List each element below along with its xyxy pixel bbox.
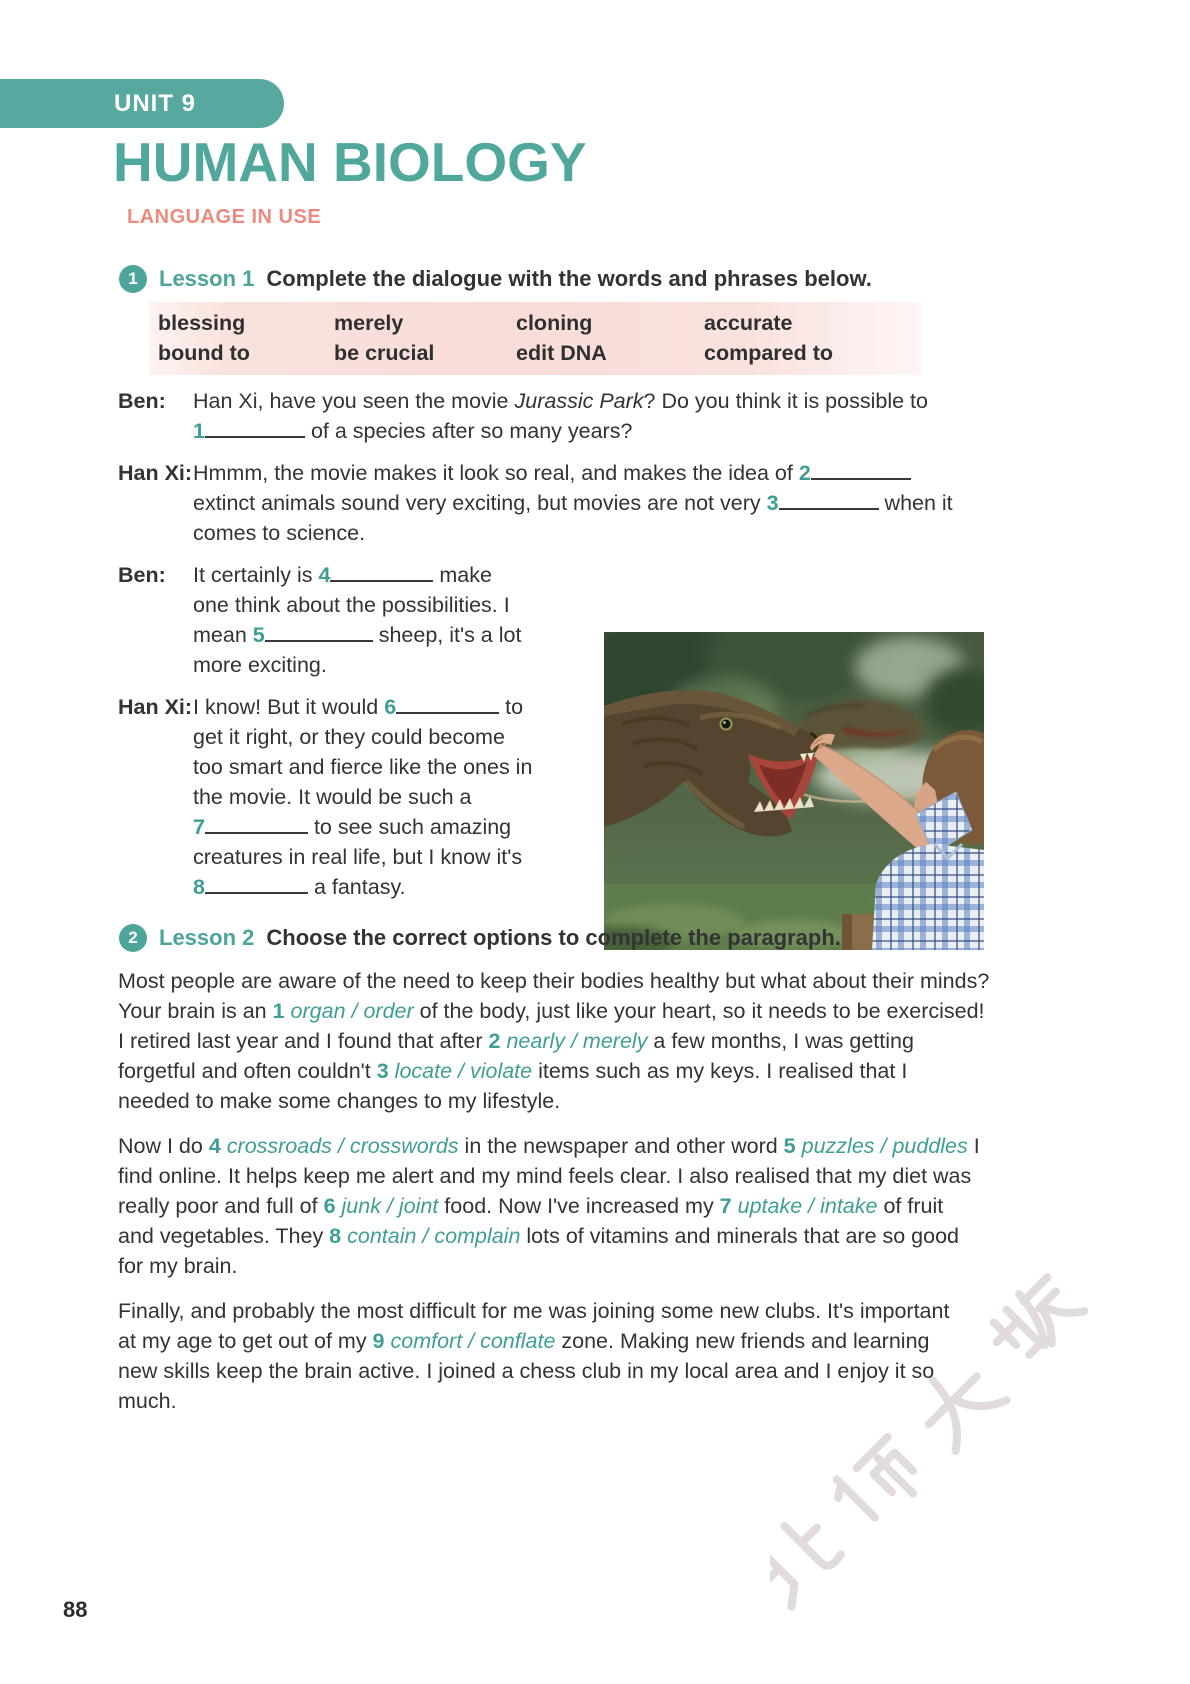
item-number: 8 [193, 875, 205, 899]
word-bank-item: be crucial [334, 341, 435, 365]
text-segment: It certainly is [193, 563, 319, 587]
word-bank-item: blessing [158, 311, 246, 335]
paragraph-2 [118, 1131, 989, 1281]
text-segment: the movie. It would be such a [193, 785, 472, 809]
text-segment: zone. Making new friends and learning [555, 1329, 930, 1353]
text-line [193, 590, 953, 620]
word-bank-row-2 [158, 338, 921, 368]
item-number: 7 [193, 815, 205, 839]
text-segment: comes to science. [193, 521, 366, 545]
watermark-char-shi [828, 1433, 928, 1533]
text-segment: sheep, it's a lot [372, 623, 522, 647]
lesson2-paragraphs [118, 966, 989, 1431]
text-segment: items such as my keys. I realised that I [532, 1059, 908, 1083]
dialogue-turn-text [193, 386, 953, 446]
text-line [118, 1191, 989, 1221]
text-segment: forgetful and often couldn't [118, 1059, 377, 1083]
text-segment: to see such amazing [307, 815, 512, 839]
text-segment: creatures in real life, but I know it's [193, 845, 523, 869]
watermark-char-bei [770, 1511, 844, 1609]
lesson1-label: Lesson 1 [159, 266, 255, 291]
item-number: 7 [719, 1194, 732, 1218]
blank-line [205, 816, 308, 834]
text-segment: and vegetables. They [118, 1224, 330, 1248]
lesson1-header [119, 264, 872, 294]
text-line [118, 1326, 989, 1356]
text-line [193, 560, 953, 590]
option-pair: uptake / intake [737, 1194, 878, 1218]
text-segment: food. Now I've increased my [438, 1194, 720, 1218]
word-bank-item: accurate [704, 311, 793, 335]
text-segment: in the newspaper and other word [458, 1134, 784, 1158]
text-segment: Your brain is an [118, 999, 273, 1023]
speaker-label: Ben: [118, 389, 166, 413]
text-line [118, 1131, 989, 1161]
text-line [118, 1221, 989, 1251]
text-segment: for my brain. [118, 1254, 238, 1278]
item-number: 9 [372, 1329, 385, 1353]
text-segment: lots of vitamins and minerals that are so good [520, 1224, 960, 1248]
item-number: 4 [318, 563, 331, 587]
item-number: 1 [193, 419, 205, 443]
word-bank [149, 302, 921, 375]
text-line [118, 1386, 989, 1416]
text-line [193, 416, 953, 446]
paragraph-3 [118, 1296, 989, 1416]
text-segment: one think about the possibilities. I [193, 593, 510, 617]
item-number: 6 [384, 695, 397, 719]
text-segment: a fantasy. [307, 875, 406, 899]
text-segment: I [967, 1134, 980, 1158]
text-segment: ? Do you think it is possible to [643, 389, 928, 413]
text-segment: Most people are aware of the need to keep their bodies healthy but what about their minds? [118, 969, 990, 993]
lesson2-label: Lesson 2 [159, 925, 255, 950]
text-segment: needed to make some changes to my lifestyle. [118, 1089, 561, 1113]
item-number: 2 [798, 461, 811, 485]
text-line [118, 1086, 989, 1116]
option-pair: puzzles / puddles [801, 1134, 968, 1158]
text-segment: when it [878, 491, 953, 515]
word-bank-item: cloning [516, 311, 593, 335]
lesson2-instruction: Choose the correct options to complete the paragraph. [266, 925, 841, 950]
item-number: 3 [766, 491, 779, 515]
text-line [193, 458, 953, 488]
text-line [118, 1296, 989, 1326]
text-segment: more exciting. [193, 653, 327, 677]
text-line [118, 1251, 989, 1281]
lesson2-number-badge: 2 [119, 924, 147, 952]
text-segment: get it right, or they could become [193, 725, 505, 749]
text-segment: of the body, just like your heart, so it needs to be exercised! [413, 999, 985, 1023]
item-number: 5 [783, 1134, 796, 1158]
text-line [193, 488, 953, 518]
word-bank-row-1 [158, 308, 921, 338]
speaker-label: Han Xi: [118, 461, 193, 485]
text-segment: Now I do [118, 1134, 209, 1158]
option-pair: junk / joint [341, 1194, 439, 1218]
blank-line [205, 420, 305, 438]
text-segment: a few months, I was getting [647, 1029, 914, 1053]
photo-stump [842, 914, 876, 950]
dialogue-turn-text [193, 458, 953, 548]
text-segment: Finally, and probably the most difficult for me was joining some new clubs. It's important [118, 1299, 950, 1323]
text-segment: at my age to get out of my [118, 1329, 373, 1353]
option-pair: locate / violate [394, 1059, 533, 1083]
option-pair: organ / order [290, 999, 414, 1023]
text-segment: extinct animals sound very exciting, but movies are not very [193, 491, 767, 515]
text-line [193, 386, 953, 416]
text-segment: new skills keep the brain active. I joined a chess club in my local area and I enjoy it so [118, 1359, 935, 1383]
text-line [118, 1161, 989, 1191]
unit-tab: UNIT 9 [0, 79, 284, 128]
item-number: 3 [376, 1059, 389, 1083]
text-segment: I know! But it would [193, 695, 385, 719]
blank-line [396, 696, 499, 714]
option-pair: crossroads / crosswords [226, 1134, 459, 1158]
text-segment: of fruit [877, 1194, 944, 1218]
page-number: 88 [63, 1597, 88, 1622]
item-number: 8 [329, 1224, 342, 1248]
lesson1-photo [604, 632, 984, 950]
page-title: HUMAN BIOLOGY [113, 131, 587, 193]
speaker-label: Han Xi: [118, 695, 193, 719]
text-line [118, 966, 989, 996]
word-bank-item: edit DNA [516, 341, 607, 365]
option-pair: comfort / conflate [390, 1329, 556, 1353]
text-line [118, 1026, 989, 1056]
blank-line [779, 492, 879, 510]
watermark-char-ban [984, 1270, 1084, 1370]
blank-line [205, 876, 308, 894]
item-number: 1 [272, 999, 285, 1023]
word-bank-item: compared to [704, 341, 834, 365]
text-line [193, 518, 953, 548]
lesson1-number-badge: 1 [119, 265, 147, 293]
word-bank-item: bound to [158, 341, 250, 365]
text-segment: of a species after so many years? [304, 419, 633, 443]
dialogue-turn [118, 386, 953, 446]
blank-line [265, 624, 373, 642]
lesson1-instruction: Complete the dialogue with the words and phrases below. [266, 266, 872, 291]
text-segment: much. [118, 1389, 177, 1413]
item-number: 6 [323, 1194, 336, 1218]
text-segment: make [433, 563, 492, 587]
text-segment: to [499, 695, 524, 719]
word-bank-item: merely [334, 311, 404, 335]
section-subtitle: LANGUAGE IN USE [127, 206, 322, 228]
blank-line [811, 462, 911, 480]
text-segment: I retired last year and I found that after [118, 1029, 489, 1053]
text-segment: mean [193, 623, 253, 647]
text-segment: too smart and fierce like the ones in [193, 755, 533, 779]
lesson2-header [119, 923, 841, 953]
item-number: 2 [488, 1029, 501, 1053]
blank-line [330, 564, 433, 582]
paragraph-1 [118, 966, 989, 1116]
dialogue-turn [118, 458, 953, 548]
text-segment: find online. It helps keep me alert and my mind feels clear. I also realised that my diet was [118, 1164, 972, 1188]
text-line [118, 1356, 989, 1386]
option-pair: nearly / merely [506, 1029, 648, 1053]
text-line [118, 1056, 989, 1086]
text-line [118, 996, 989, 1026]
italic-segment: Jurassic Park [514, 389, 644, 413]
item-number: 5 [252, 623, 265, 647]
option-pair: contain / complain [347, 1224, 521, 1248]
item-number: 4 [208, 1134, 221, 1158]
text-segment: Hmmm, the movie makes it look so real, and makes the idea of [193, 461, 799, 485]
text-segment: Han Xi, have you seen the movie [193, 389, 515, 413]
text-segment: really poor and full of [118, 1194, 324, 1218]
speaker-label: Ben: [118, 563, 166, 587]
